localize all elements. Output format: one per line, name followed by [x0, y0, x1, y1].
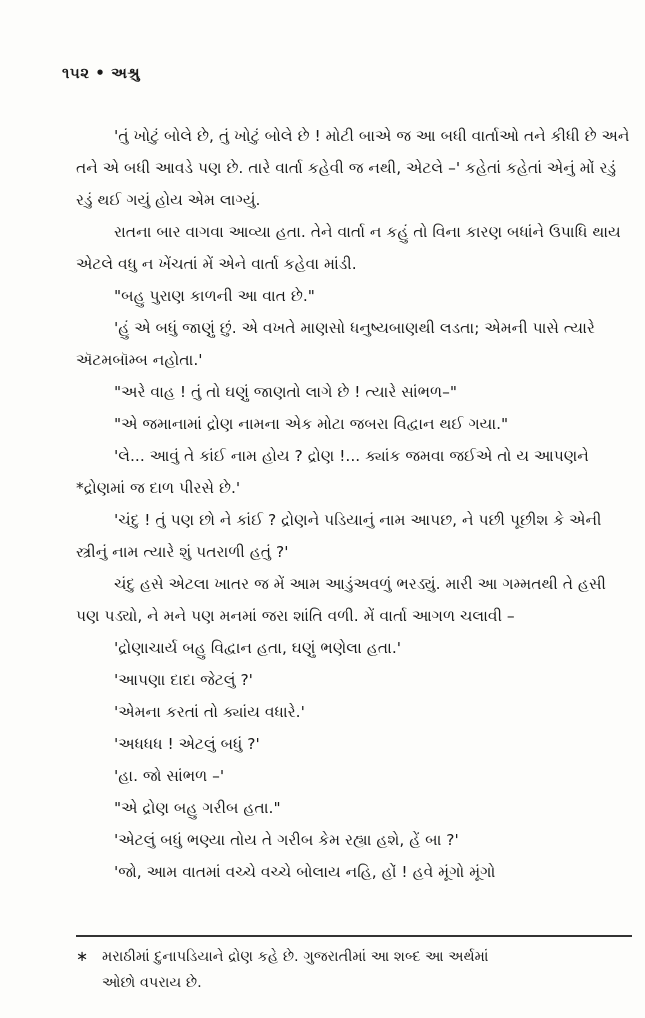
- paragraph: 'ચંદુ ! તું પણ છો ને કાંઈ ? દ્રોણને પડિયાનું નામ આપછ, ને પછી પૂછીશ કે એની સ્ત્રીનું નામ ત્યારે શું પતરાળી હતું ?': [76, 511, 602, 561]
- paragraph: "બહુ પુરાણ કાળની આ વાત છે.": [114, 287, 315, 305]
- footnote: [76, 944, 632, 996]
- paragraph: "અરે વાહ ! તું તો ઘણું જાણતો લાગે છે ! ત્યારે સાંભળ–": [114, 383, 458, 401]
- footnote-marker: ∗: [76, 949, 89, 965]
- page-number: ૧૫૨: [62, 64, 90, 82]
- footnote-line-2: ઓછો વપરાય છે.: [102, 975, 202, 991]
- paragraph: 'તું ખોટું બોલે છે, તું ખોટું બોલે છે ! મોટી બાએ જ આ બધી વાર્તાઓ તને કીધી છે અને તને એ બધી આવડે પણ છે. તારે વાર્તા કહેવી જ નથી, એટલે –' કહેતાં કહેતાં એનું મોં રડું રડું થઈ ગયું હોય એમ લાગ્યું.: [76, 127, 630, 209]
- header-separator: •: [95, 64, 106, 82]
- paragraph: 'લે... આવું તે કાંઈ નામ હોય ? દ્રોણ !... ક્યાંક જમવા જઈએ તો ય આપણને *દ્રોણમાં જ દાળ પીરસે છે.': [76, 447, 589, 497]
- paragraph: 'હા. જો સાંભળ –': [114, 767, 225, 785]
- paragraph: 'દ્રોણાચાર્ય બહુ વિદ્વાન હતા, ઘણું ભણેલા હતા.': [114, 639, 402, 657]
- paragraph: ચંદુ હસે એટલા ખાતર જ મેં આમ આડુંઅવળું ભરડ્યું. મારી આ ગમ્મતથી તે હસી પણ પડ્યો, ને મને પણ મનમાં જરા શાંતિ વળી. મેં વાર્તા આગળ ચલાવી –: [76, 575, 606, 625]
- paragraph: "એ દ્રોણ બહુ ગરીબ હતા.": [114, 799, 281, 817]
- page-body: [76, 120, 632, 888]
- footnote-divider: [76, 935, 632, 937]
- running-header: [62, 64, 140, 82]
- footnote-line-1: મરાઠીમાં દુનાપડિયાને દ્રોણ કહે છે. ગુજરાતીમાં આ શબ્દ આ અર્થમાં: [102, 949, 489, 965]
- paragraph: 'જો, આમ વાતમાં વચ્ચે વચ્ચે બોલાય નહિ, હોં ! હવે મૂંગો મૂંગો: [114, 863, 496, 881]
- paragraph: 'એમના કરતાં તો ક્યાંય વધારે.': [114, 703, 305, 721]
- paragraph: 'એટલું બધું ભણ્યા તોય તે ગરીબ કેમ રહ્યા હશે, હેં બા ?': [114, 831, 459, 849]
- paragraph: "એ જમાનામાં દ્રોણ નામના એક મોટા જબરા વિદ્વાન થઈ ગયા.": [114, 415, 509, 433]
- paragraph: રાતના બાર વાગવા આવ્યા હતા. તેને વાર્તા ન કહું તો વિના કારણ બધાંને ઉપાધિ થાય એટલે વધુ ન ખેંચતાં મેં એને વાર્તા કહેવા માંડી.: [76, 223, 621, 273]
- paragraph: 'હું એ બધું જાણું છું. એ વખતે માણસો ધનુષ્યબાણથી લડતા; એમની પાસે ત્યારે ઍટમબૉમ્બ નહોતા.': [76, 319, 595, 369]
- book-title: અશ્રુ: [111, 64, 141, 82]
- paragraph: 'અધધધ ! એટલું બધું ?': [114, 735, 260, 753]
- paragraph: 'આપણા દાદા જેટલું ?': [114, 671, 253, 689]
